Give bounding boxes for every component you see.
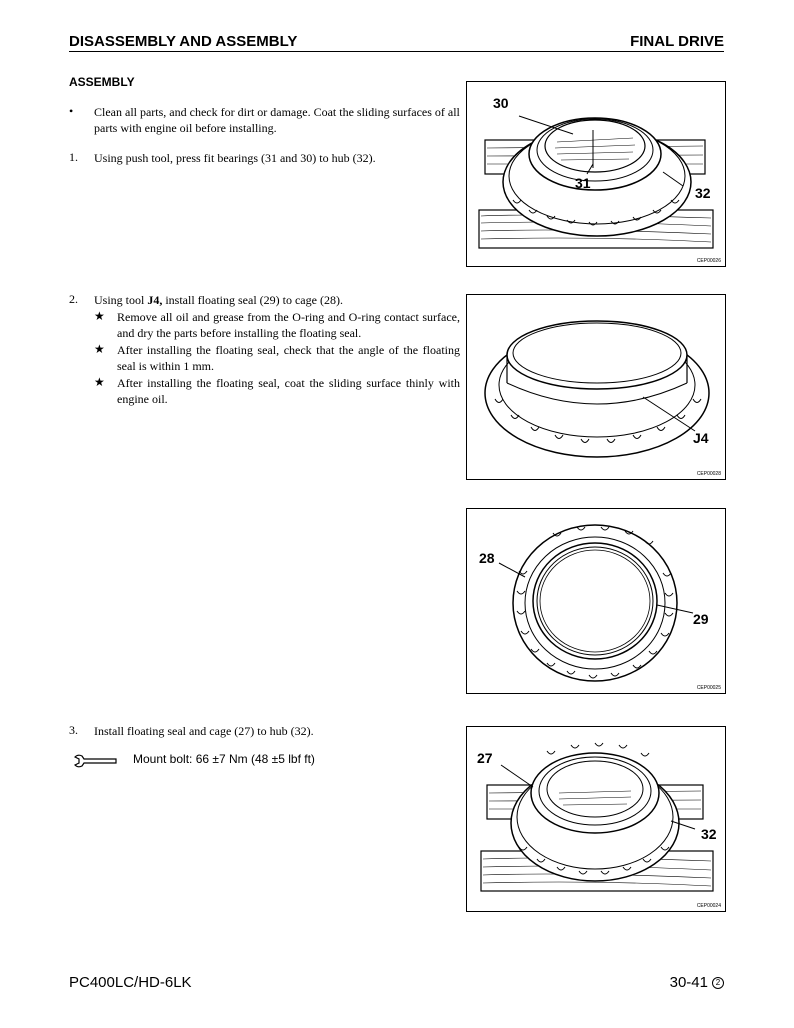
- step-2-note-3: After installing the floating seal, coat the sliding surface thinly with engine oil.: [117, 376, 460, 406]
- page-number: [670, 974, 724, 991]
- model-number: PC400LC/HD-6LK: [69, 974, 192, 991]
- figure-code: CEP00024: [696, 903, 721, 909]
- figure-floating-seal-install: [466, 294, 726, 480]
- step-2-note-2: After installing the floating seal, check that the angle of the floating seal is within 1 mm.: [117, 343, 460, 373]
- section-title: DISASSEMBLY AND ASSEMBLY: [69, 33, 298, 50]
- star-icon: ★: [94, 375, 105, 389]
- step-1-text: Using push tool, press fit bearings (31 and 30) to hub (32).: [94, 151, 376, 165]
- torque-wrench-icon: [72, 751, 120, 771]
- chapter-title: FINAL DRIVE: [630, 33, 724, 50]
- bullet-text: Clean all parts, and check for dirt or damage. Coat the sliding surfaces of all parts with engine oil before installing.: [94, 105, 460, 135]
- step-2-note-1: Remove all oil and grease from the O-ring and O-ring contact surface, and dry the parts before installing the floating seal.: [117, 310, 460, 340]
- label-32: 32: [701, 826, 717, 842]
- header-divider: [69, 51, 724, 52]
- assembly-heading: ASSEMBLY: [69, 75, 135, 89]
- label-29: 29: [693, 611, 709, 627]
- revision-badge: 2: [712, 977, 724, 989]
- figure-code: CEP00028: [696, 471, 721, 477]
- tool-j4: J4,: [147, 293, 163, 307]
- label-27: 27: [477, 750, 493, 766]
- label-j4: J4: [693, 430, 709, 446]
- page-number-text: 30-41: [669, 974, 708, 991]
- step-2-text-after: install floating seal (29) to cage (28).: [162, 293, 343, 307]
- figure-code: CEP00025: [696, 685, 721, 691]
- label-31: 31: [575, 175, 591, 191]
- label-30: 30: [493, 95, 509, 111]
- label-32: 32: [695, 185, 711, 201]
- figure-bearing-press: [466, 81, 726, 267]
- bullet-marker: •: [69, 104, 74, 118]
- figure-cage-to-hub: [466, 726, 726, 912]
- star-icon: ★: [94, 309, 105, 323]
- step-2-text-before: Using tool: [94, 293, 148, 307]
- step-2-number: 2.: [69, 292, 78, 306]
- step-2-text: [94, 292, 460, 308]
- step-3-number: 3.: [69, 723, 78, 737]
- star-icon: ★: [94, 342, 105, 356]
- step-3-text: Install floating seal and cage (27) to hub (32).: [94, 724, 314, 738]
- figure-floating-seal-cage: [466, 508, 726, 694]
- figure-code: CEP00026: [696, 258, 721, 264]
- label-28: 28: [479, 550, 495, 566]
- step-1-number: 1.: [69, 150, 78, 164]
- torque-spec: Mount bolt: 66 ±7 Nm (48 ±5 lbf ft): [133, 752, 315, 766]
